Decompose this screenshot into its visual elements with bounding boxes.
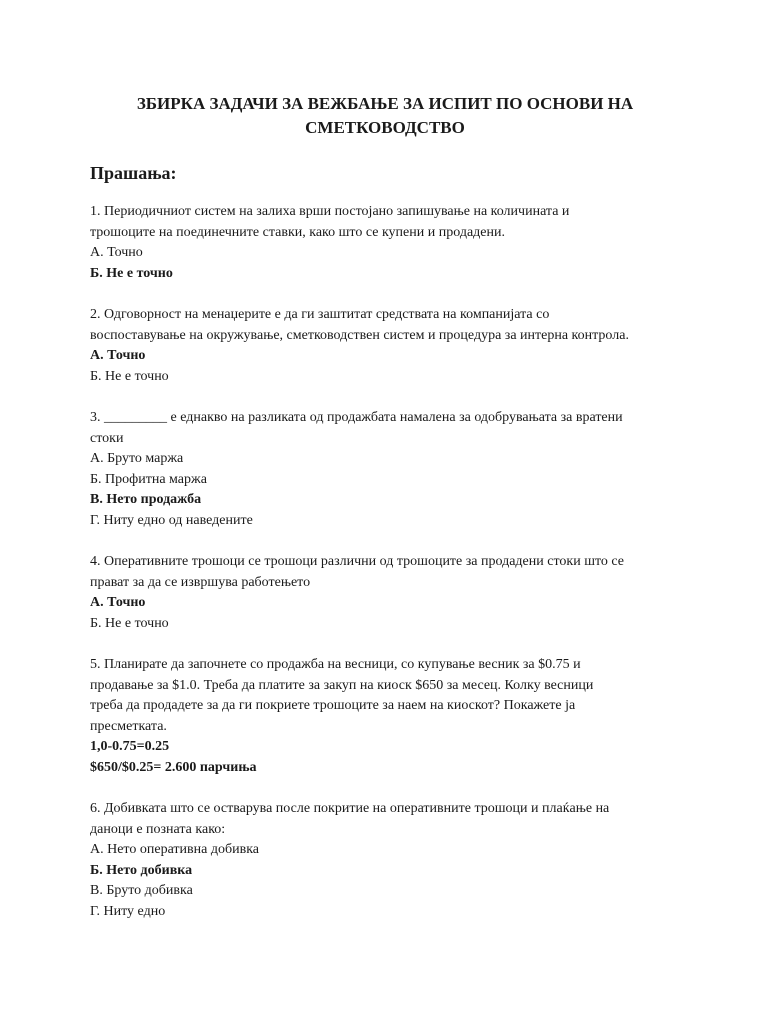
question-text: [90, 408, 680, 449]
option: Г. Ниту едно: [90, 903, 166, 919]
answer-calculation: 1,0-0.75=0.25: [90, 739, 170, 754]
question-list: [90, 202, 680, 922]
option: А. Нето оперативна добивка: [90, 842, 260, 857]
question-text-line: трошоците на поединечните ставки, како што се купени и продадени.: [90, 224, 505, 240]
option: Г. Ниту едно од наведените: [90, 512, 253, 528]
option: А. Точно: [90, 245, 143, 260]
question-text: [90, 799, 680, 840]
question-text-line: 1. Периодичниот систем на залиха врши постојано запишување на количината и: [90, 204, 570, 219]
option-correct: В. Нето продажба: [90, 492, 202, 507]
option: А. Бруто маржа: [90, 451, 184, 466]
option: Б. Не е точно: [90, 368, 169, 384]
question-text-line: 2. Одговорност на менаџерите е да ги заштитат средствата на компанијата со: [90, 307, 550, 322]
question-6: [90, 799, 680, 922]
question-4: [90, 552, 680, 634]
question-text-line: треба да продадете за да ги покриете трошоците за наем на киоскот? Покажете ја: [90, 698, 576, 713]
question-text: [90, 305, 680, 346]
title-line-1: ЗБИРКА ЗАДАЧИ ЗА ВЕЖБАЊЕ ЗА ИСПИТ ПО ОСНОВИ НА: [136, 94, 634, 113]
document-page: [90, 92, 680, 943]
question-text-line: воспоставување на окружување, сметководствен систем и процедура за интерна контрола.: [90, 327, 629, 343]
question-1: [90, 202, 680, 284]
question-5: [90, 655, 680, 778]
option-correct: А. Точно: [90, 595, 146, 610]
question-text-line: 3. _________ е еднакво на разликата од продажбата намалена за одобрувањата за вратени: [90, 410, 623, 425]
document-title: [90, 92, 680, 140]
question-text-line: прават за да се извршува работењето: [90, 574, 311, 590]
option: Б. Профитна маржа: [90, 471, 207, 487]
question-text-line: пресметката.: [90, 718, 167, 734]
question-text-line: 6. Добивката што се остварува после покритие на оперативните трошоци и плаќање на: [90, 801, 610, 816]
question-text-line: стоки: [90, 430, 124, 446]
answer-result: $650/$0.25= 2.600 парчиња: [90, 759, 257, 775]
option: В. Бруто добивка: [90, 883, 193, 898]
question-text-line: даноци е позната како:: [90, 821, 226, 837]
question-text-line: продавање за $1.0. Треба да платите за закуп на киоск $650 за месец. Колку весници: [90, 677, 594, 693]
question-text: [90, 655, 680, 737]
title-line-2: СМЕТКОВОДСТВО: [305, 118, 465, 137]
question-2: [90, 305, 680, 387]
section-heading: Прашања:: [90, 163, 177, 183]
option-correct: Б. Не е точно: [90, 265, 173, 281]
option: Б. Не е точно: [90, 615, 169, 631]
question-text: [90, 552, 680, 593]
option-correct: Б. Нето добивка: [90, 862, 193, 878]
question-text: [90, 202, 680, 243]
question-3: [90, 408, 680, 531]
option-correct: А. Точно: [90, 348, 146, 363]
question-text-line: 5. Планирате да започнете со продажба на весници, со купување весник за $0.75 и: [90, 657, 581, 672]
question-text-line: 4. Оперативните трошоци се трошоци различни од трошоците за продадени стоки што се: [90, 554, 625, 569]
